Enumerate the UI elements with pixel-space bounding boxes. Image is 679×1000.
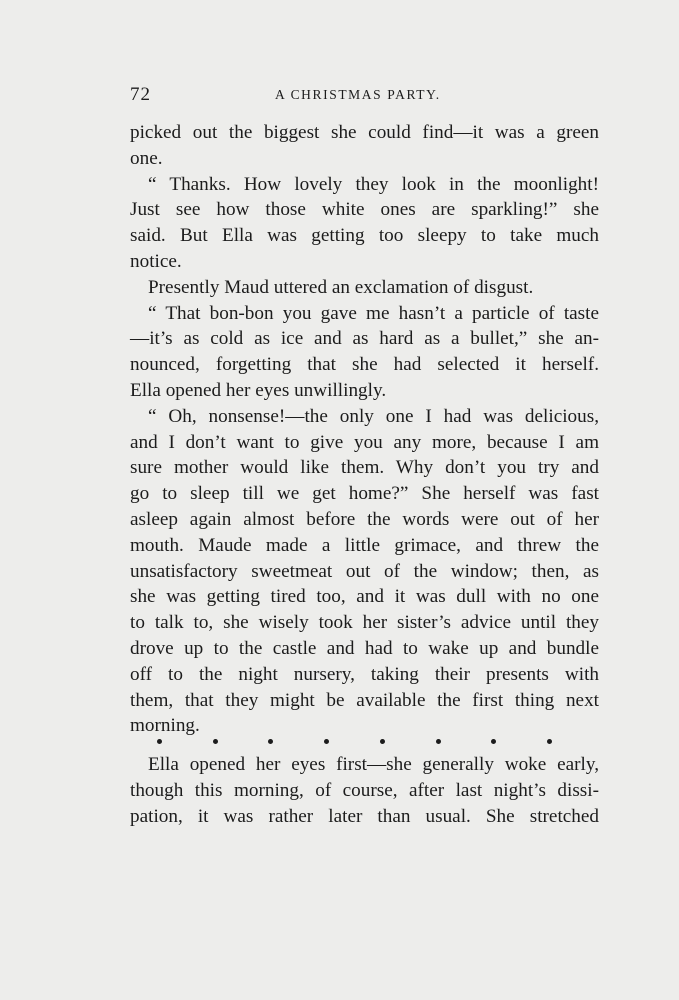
text-line: and I don’t want to give you any more, because I am	[130, 431, 599, 453]
text-line: Ella opened her eyes unwillingly.	[130, 379, 387, 401]
text-line: notice.	[130, 250, 182, 272]
text-line: sure mother would like them. Why don’t you try and	[130, 457, 599, 479]
text-line: said. But Ella was getting too sleepy to take much	[130, 225, 599, 247]
text-line: them, that they might be available the first thing next	[130, 689, 599, 711]
running-head	[130, 84, 599, 106]
text-line: nounced, forgetting that she had selected it herself.	[130, 354, 599, 376]
ornament-dot	[380, 739, 385, 744]
text-line: though this morning, of course, after last night’s dissi-	[130, 779, 599, 801]
ornament-dot	[268, 739, 273, 744]
text-line: —it’s as cold as ice and as hard as a bullet,” she an-	[130, 328, 599, 350]
text-line: “ That bon-bon you gave me hasn’t a particle of taste	[148, 302, 599, 324]
text-line: mouth. Maude made a little grimace, and threw the	[130, 534, 599, 556]
ornament-dot	[157, 739, 162, 744]
ornament-dot	[436, 739, 441, 744]
text-line: go to sleep till we get home?” She herself was fast	[130, 483, 599, 505]
text-line: drove up to the castle and had to wake up and bundle	[130, 637, 599, 659]
section-break-dots	[157, 733, 552, 749]
text-line: off to the night nursery, taking their presents with	[130, 663, 599, 685]
text-line: Presently Maud uttered an exclamation of disgust.	[148, 276, 534, 298]
ornament-dot	[213, 739, 218, 744]
text-line: picked out the biggest she could find—it was a green	[130, 122, 599, 143]
ornament-dot	[547, 739, 552, 744]
page-number: 72	[130, 84, 151, 105]
text-line: to talk to, she wisely took her sister’s advice until they	[130, 612, 599, 634]
text-line: Ella opened her eyes first—she generally woke early,	[148, 754, 599, 775]
body-text-continued	[130, 752, 599, 829]
text-line: “ Thanks. How lovely they look in the moonlight!	[148, 173, 599, 195]
text-line: Just see how those white ones are sparkling!” she	[130, 199, 599, 221]
body-text	[130, 120, 599, 739]
ornament-dot	[491, 739, 496, 744]
ornament-dot	[324, 739, 329, 744]
text-line: one.	[130, 147, 163, 169]
text-line: pation, it was rather later than usual. She stretched	[130, 805, 599, 827]
text-line: asleep again almost before the words were out of her	[130, 508, 599, 530]
text-line: unsatisfactory sweetmeat out of the window; then, as	[130, 560, 599, 582]
text-line: “ Oh, nonsense!—the only one I had was delicious,	[148, 405, 599, 427]
text-line: she was getting tired too, and it was dull with no one	[130, 586, 599, 608]
chapter-title: A CHRISTMAS PARTY.	[275, 87, 441, 102]
text-line: morning.	[130, 715, 200, 737]
